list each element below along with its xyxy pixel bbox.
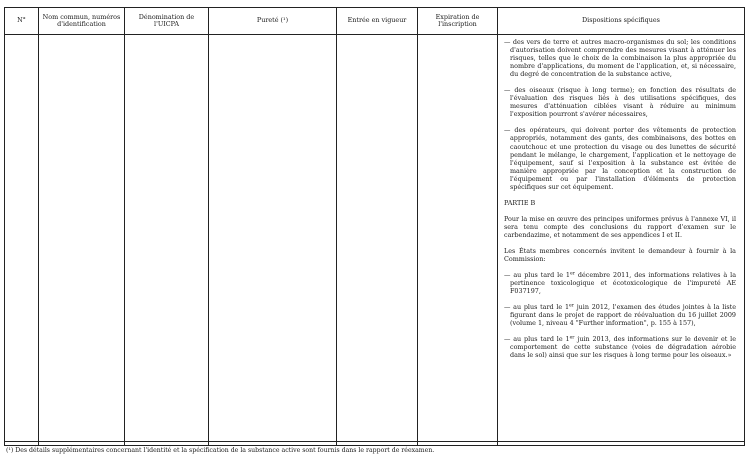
deadline-text: juin 2012, l'examen des études jointes à la liste figurant dans le projet de rapport de réévaluation du 16 juillet 2009 (volume 1, niveau 4 "Further information", p. 155 à 157), <box>510 303 737 328</box>
cell-specific-provisions <box>498 35 745 446</box>
provisions-text <box>498 35 744 360</box>
deadline-lead: — au plus tard le 1 <box>504 335 570 344</box>
cell-iupac-name <box>125 35 209 446</box>
deadline-lead: — au plus tard le 1 <box>504 271 570 280</box>
cell-common-name <box>39 35 125 446</box>
header-iupac-name: Dénomination de l'UICPA <box>125 8 209 35</box>
deadline-item <box>504 303 736 327</box>
table-row <box>5 35 745 446</box>
ordinal-suffix: er <box>569 335 575 341</box>
header-specific-provisions: Dispositions spécifiques <box>498 8 745 35</box>
cell-entry-into-force <box>337 35 418 446</box>
deadline-lead: — au plus tard le 1 <box>504 303 570 312</box>
provision-earthworms: — des vers de terre et autres macro-organismes du sol; les conditions d'autorisation doivent comprendre des mesures visant à atténuer les risques, telles que le choix de la combinaison la plus appropriée du nombre d'applications, du moment de l'application, et, si nécessaire, du degré de concentration de la substance active, <box>504 38 736 79</box>
provision-operators: — des opérateurs, qui doivent porter des vêtements de protection appropriés, notamment des gants, des combinaisons, des bottes en caoutchouc et une protection du visage ou des lunettes de sécurité pendant le mélange, le chargement, l'application et le nettoyage de l'équipement, sauf si l'exposition à la substance est évitée de manière appropriée par la conception et la construction de l'équipement ou par l'installation d'éléments de protection spécifiques sur cet équipement. <box>504 126 736 191</box>
cell-purity <box>209 35 337 446</box>
invite-paragraph: Les États membres concernés invitent le demandeur à fournir à la Commission: <box>504 246 736 264</box>
part-b-title: PARTIE B <box>504 198 536 207</box>
header-row <box>5 8 745 35</box>
part-b-paragraph: Pour la mise en œuvre des principes uniformes prévus à l'annexe VI, il sera tenu compte des conclusions du rapport d'examen sur le carbendazime, et notamment de ses appendices I et II. <box>504 214 736 239</box>
deadline-text: décembre 2011, des informations relatives à la pertinence toxicologique et écotoxicologique de l'impureté AE F037197, <box>510 271 736 296</box>
header-common-name: Nom commun, numéros d'identification <box>39 8 125 35</box>
header-no: N° <box>5 8 39 35</box>
footnote: (¹) Des détails supplémentaires concernant l'identité et la spécification de la substance active sont fournis dans le rapport de réexamen. <box>6 447 435 454</box>
header-entry-into-force: Entrée en vigueur <box>337 8 418 35</box>
ordinal-suffix: er <box>570 271 575 277</box>
ordinal-suffix: er <box>569 303 574 309</box>
deadline-text: juin 2013, des informations sur le devenir et le comportement de cette substance (voies de dégradation aérobie dans le sol) ainsi que sur les risques à long terme pour les oiseaux.» <box>510 335 736 360</box>
footnote-divider <box>4 441 744 442</box>
deadline-item <box>504 271 736 295</box>
header-expiry: Expiration de l'inscription <box>418 8 498 35</box>
deadline-item <box>504 335 736 359</box>
substance-table <box>4 7 745 446</box>
cell-no <box>5 35 39 446</box>
cell-expiry <box>418 35 498 446</box>
header-purity: Pureté (¹) <box>209 8 337 35</box>
provision-birds: — des oiseaux (risque à long terme); en fonction des résultats de l'évaluation des risques liés à des utilisations spécifiques, des mesures d'atténuation ciblées visant à réduire au minimum l'exposition pourront s'avérer nécessaires, <box>504 86 736 119</box>
